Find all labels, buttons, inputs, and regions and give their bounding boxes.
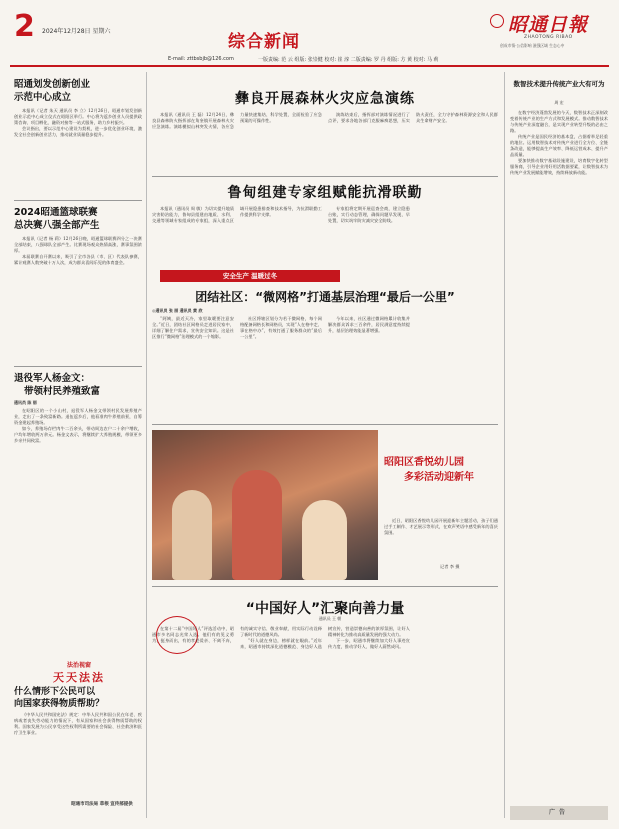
basketball-body bbox=[14, 236, 142, 362]
law-column-title: 法治视窗 bbox=[66, 662, 91, 669]
forest-fire-headline: 彝良开展森林火灾应急演练 bbox=[235, 91, 415, 107]
column-divider bbox=[146, 72, 147, 818]
photo-credit: 记者 李 摄 bbox=[440, 564, 460, 569]
ludian-body bbox=[152, 206, 498, 268]
veteran-headline-line2: 带领村民养殖致富 bbox=[24, 386, 101, 397]
paper-seal bbox=[490, 14, 504, 28]
date-line: 2024年12月28日 星期六 bbox=[42, 28, 111, 35]
section-divider bbox=[14, 366, 142, 367]
section-title: 综合新闻 bbox=[228, 32, 300, 52]
basketball-paragraph: 本报讯（记者 杨 莉）12月26日晚，昭通篮球联赛四分之一决赛全部结束，八强球队全部产生。比赛现场观众热情高涨，赛事氛围浓厚。 bbox=[14, 236, 142, 253]
photo-caption-text: 近日，昭阳区香悦幼儿园开展迎新年主题活动，孩子们通过手工制作、才艺展示等形式，在欢声笑语中感受新年的喜庆氛围。 bbox=[384, 518, 498, 535]
law-headline-line2: 向国家获得物质帮助？ bbox=[14, 699, 105, 709]
innovation-headline-line2: 示范中心成立 bbox=[14, 92, 72, 103]
good-people-paragraph: “好人就在身边，榜样就在眼前。”近年来，昭通市持续深化道德模范、身边好人选树宣传，营造崇德向善的浓厚氛围，让好人精神转化为推动高质量发展的强大动力。 bbox=[240, 626, 410, 649]
paper-pinyin: ZHAOTONG RIBAO bbox=[524, 35, 573, 40]
law-footer: 昭通市司法局 草根 宣传部提供 bbox=[71, 802, 133, 807]
sidebar-paragraph: 传统产业是国民经济的基本盘，占据着举足轻重的地位。运用数智技术对传统产业进行全方位、全链条改造，能够提高生产效率、降低运营成本、提升产品质量。 bbox=[510, 134, 608, 157]
community-body bbox=[152, 316, 498, 420]
page-number: 2 bbox=[14, 9, 35, 44]
community-paragraph: 社区将辖区划分为若干微网格，每个网格配备网格长和网格员，实现“人在格中走、事在格中办”，有效打通了服务群众的“最后一公里”。 bbox=[240, 316, 322, 339]
innovation-headline-line1: 昭通划发创新创业 bbox=[14, 79, 91, 90]
good-people-paragraph: 在第十二届“中国好人”评选活动中，昭通市多名同志光荣入选。他们有的见义勇为、挺身而出，有的孝老爱亲、不离不弃，有的诚实守信、敬业奉献，用实际行动诠释了新时代的道德风尚。 bbox=[152, 626, 322, 643]
veteran-headline bbox=[14, 372, 142, 398]
section-divider bbox=[152, 176, 498, 177]
veteran-body bbox=[14, 408, 142, 658]
section-divider bbox=[152, 586, 498, 587]
good-people-body bbox=[152, 626, 498, 820]
ludian-paragraph: 专家组将定期开展巡查会商，建立隐患台账，实行动态管理，确保问题早发现、早处置，切实筑牢防灾减灾安全防线。 bbox=[328, 206, 410, 223]
kindergarten-photo bbox=[152, 430, 378, 580]
column-divider bbox=[504, 72, 505, 818]
photo-figure bbox=[172, 490, 212, 580]
ludian-paragraph: 本报讯（通讯员 周 敏）为切实提升地质灾害防治能力，鲁甸县组建由地质、水利、交通等领域专家组成的专家组，深入重点区域开展隐患排查和技术指导，为抗滑联勤工作提供科学支撑。 bbox=[152, 206, 322, 223]
community-headline: 团结社区：“微网格”打通基层治理“最后一公里” bbox=[195, 290, 455, 304]
innovation-body bbox=[14, 108, 142, 196]
safety-banner-label: 安全生产 温暖过冬 bbox=[222, 272, 278, 280]
ludian-headline: 鲁甸组建专家组赋能抗滑联勤 bbox=[227, 185, 423, 201]
forest-fire-body bbox=[152, 112, 498, 172]
sidebar-paragraph: 在数字经济蓬勃发展的今天，数智技术正深刻改变着传统产业的生产方式和发展模式。推动数智技术与传统产业深度融合，是实现产业转型升级的必由之路。 bbox=[510, 110, 608, 133]
community-byline: ◎通讯员 张 丽 通讯员 黄 欣 bbox=[152, 308, 203, 313]
law-column-subtitle: 天天法法 bbox=[53, 671, 105, 684]
law-paragraph: 《中华人民共和国宪法》规定：中华人民共和国公民在年老、疾病或者丧失劳动能力的情况下，有从国家和社会获得物质帮助的权利。国家发展为公民享受这些权利所需要的社会保险、社会救济和医疗卫生事业。 bbox=[14, 712, 142, 735]
law-headline bbox=[14, 686, 144, 710]
community-paragraph: 今年以来，社区通过微网格累计收集并解决群众诉求三百余件，居民满意度持续提升，基层治理效能显著增强。 bbox=[328, 316, 410, 333]
basketball-headline-line2: 总决赛八强全部产生 bbox=[14, 220, 100, 231]
sidebar-byline: 周 宏 bbox=[554, 100, 564, 105]
veteran-headline-line1: 退役军人杨金文： bbox=[14, 373, 91, 384]
photo-headline-line2: 多彩活动迎新年 bbox=[404, 472, 474, 483]
contact-email: E-mail: zttbsbjb@126.com bbox=[168, 56, 234, 62]
basketball-headline-line1: 2024昭通篮球联赛 bbox=[14, 207, 98, 218]
editors-line: 一版责编: 范 云 组版: 张崇健 校对: 崔 淳 二版责编: 罗 丹 组版: 方 黄 校对: 马 莉 bbox=[258, 57, 439, 63]
masthead bbox=[0, 0, 619, 68]
law-body bbox=[14, 712, 142, 792]
photo-caption bbox=[384, 518, 498, 562]
section-divider bbox=[14, 200, 142, 201]
community-paragraph: “阿姨，最近天冷，家里取暖要注意安全。”近日，团结社区网格员走进居民家中，详细了解住户需求，宣传安全知识。这是社区推行“微网格”治理模式的一个缩影。 bbox=[152, 316, 234, 339]
basketball-paragraph: 本届联赛自开赛以来，吸引了全市各县（市、区）代表队参赛，累计观赛人数突破十万人次，成为群众喜闻乐见的体育盛会。 bbox=[14, 254, 142, 265]
law-column-header bbox=[44, 660, 114, 685]
paper-name: 昭通日報 bbox=[508, 14, 589, 36]
forest-fire-paragraph: 本报讯（通讯员 王 磊）12月24日，彝良县森林防火指挥部在角奎镇开展森林火灾应急演练。演练模拟山林突发火情，各应急力量快速集结、科学处置，全面检验了应急预案的可操作性。 bbox=[152, 112, 322, 129]
paper-slogan: 创成市情·公信影响 滋强区域 生态心中 bbox=[500, 43, 565, 48]
good-people-headline: “中国好人”汇聚向善力量 bbox=[245, 601, 405, 617]
photo-figure bbox=[302, 500, 347, 580]
basketball-headline bbox=[14, 206, 142, 232]
section-divider bbox=[152, 424, 498, 425]
good-people-byline: 通讯员 王 朝 bbox=[318, 616, 342, 621]
ad-label: 广告 bbox=[548, 809, 569, 816]
veteran-paragraph: 在昭阳区的一个小山村，退役军人杨金文带领村民发展养殖产业，走出了一条致富新路。退伍返乡后，他看准肉牛养殖前景，自筹资金建起养殖场。 bbox=[14, 408, 142, 425]
law-headline-line1: 什么情形下公民可以 bbox=[14, 687, 96, 697]
innovation-paragraph: 会议指出，要以示范中心建设为契机，进一步优化创业环境，激发全社会创新创业活力，推动就业质量稳步提升。 bbox=[14, 126, 142, 137]
sidebar-paragraph: 要加快推动数字基础设施建设，培育数字化转型服务商，引导企业用好用活数据要素，让数智技术为传统产业发展赋能增效，持续释放新动能。 bbox=[510, 158, 608, 175]
sidebar-body bbox=[510, 110, 608, 802]
sidebar-headline: 数智技术提升传统产业大有可为 bbox=[513, 80, 605, 88]
veteran-paragraph: 如今，养殖场存栏肉牛二百余头，带动周边农户二十余户增收，户均年增收两万余元。杨金文表示，将继续扩大养殖规模，带领更多乡亲共同致富。 bbox=[14, 426, 142, 443]
good-people-paragraph: 下一步，昭通市将继续加大好人事迹宣传力度，推动学好人、做好人蔚然成风。 bbox=[328, 638, 410, 649]
photo-figure bbox=[232, 470, 282, 580]
masthead-rule bbox=[10, 65, 609, 67]
photo-headline bbox=[384, 455, 500, 485]
innovation-paragraph: 本报讯（记者 朱天 通讯员 李 立）12月26日，昭通市划发创新创业示范中心成立仪式在昭阳区举行。中心将为返乡创业人员提供政策咨询、项目孵化、融资对接等一站式服务，助力乡村振兴。 bbox=[14, 108, 142, 125]
ad-label-box bbox=[510, 806, 608, 820]
veteran-byline: 通讯员 陈 丽 bbox=[14, 400, 37, 405]
safety-banner bbox=[160, 270, 340, 282]
forest-fire-paragraph: 演练结束后，指挥部对演练情况进行了点评，要求各地各部门克服麻痹思想，压实防火责任，全力守护森林资源安全和人民群众生命财产安全。 bbox=[328, 112, 498, 123]
photo-headline-line1: 昭阳区香悦幼儿园 bbox=[384, 457, 464, 468]
innovation-headline bbox=[14, 78, 142, 104]
